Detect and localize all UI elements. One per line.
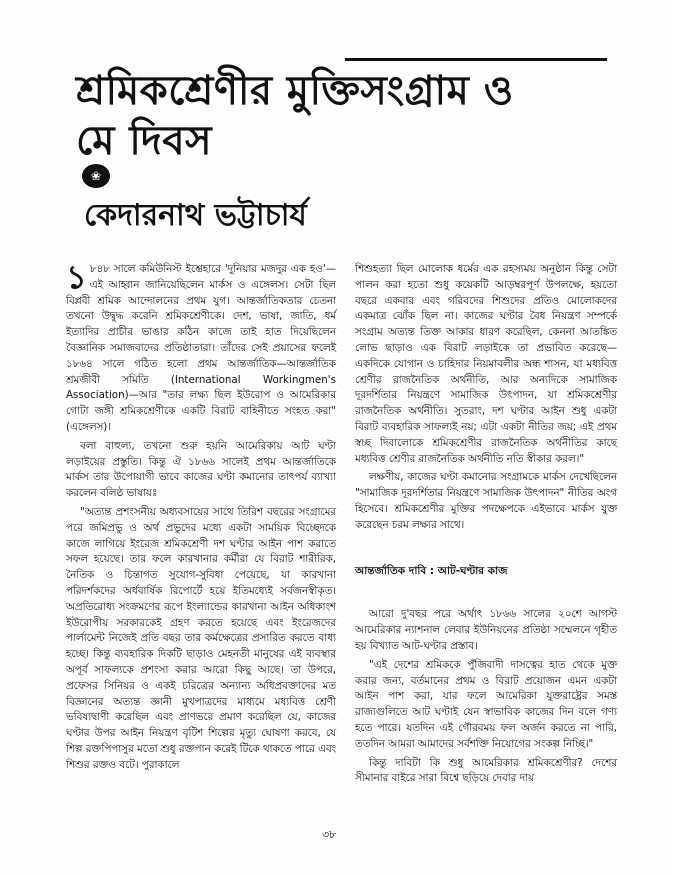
quote-paragraph: শিশুহত্যা ছিল মোলোক ধর্মের এক রহস্যময় অনুষ্ঠান কিন্তু সেটা পালন করা হতো শুধু কয়েকটি আড়ম্বরপূর্ণ উপলক্ষে, হয়তো বছরে একবার এবং গরিবদের শিশুদের প্রতিও মোলোকদের একমাত্র ঝোঁক ছিল না। কাজের ঘণ্টার বৈধ নিয়ন্ত্রণ সম্পর্কে সংগ্রাম অত্যন্ত তিক্ত আকার ধারণ করেছিল, কেননা আতঙ্কিত লোভ ছাড়াও এক বিরাট লড়াইকে তা প্রভাবিত করেছে—একদিকে যোগান ও চাহিদার নিয়মাবলীর অন্ধ শাসন, যা মধ্যবিত্ত শ্রেণীর রাজনৈতিক অর্থনীতি, আর অন্যদিকে সামাজিক দূরদর্শিতার নিয়ন্ত্রণে সামাজিক উৎপাদন, যা শ্রমিকশ্রেণীর রাজনৈতিক অর্থনীতি। সুতরাং, দশ ঘণ্টার আইন শুধু একটা বিরাট ব্যবহারিক সাফল্যই নয়; এটা একটা নীতির জয়; এই প্রথম স্বচ্ছ দিবালোকে শ্রমিকশ্রেণীর রাজনৈতিক অর্থনীতির কাছে মধ্যবিত্ত শ্রেণীর রাজনৈতিক অর্থনীতি নতি স্বীকার করল।" [355, 263, 617, 465]
top-rule [345, 58, 607, 61]
paragraph: আরো দু'বছর পরে অর্থাৎ ১৮৬৬ সালের ২০শে আগস্ট আমেরিকার ন্যাশনাল লেবার ইউনিয়নের প্রতিষ্ঠা সম্মেলনে গৃহীত হয় বিখ্যাত আট-ঘণ্টার প্রস্তাব। [355, 608, 617, 652]
author-byline: কেদারনাথ ভট্টাচার্য [84, 198, 307, 233]
paragraph-text: ৮৪৮ সালে কমিউনিস্ট ইশ্তেহারে 'দুনিয়ার মজদুর এক হও'—এই আহ্বান জানিয়েছিলেন মার্কস ও এঙ্গেলস। সেটা ছিল বিপ্লবী শ্রমিক আন্দোলনের প্রথম যুগ। আন্তর্জাতিকতার চেতনা তখনো উদ্বুদ্ধ করেনি শ্রমিকশ্রেণীকে। দেশ, ভাষা, জাতি, ধর্ম ইত্যাদির প্রাচীর ভাঙার কঠিন কাজে তাই হাত দিয়েছিলেন বৈজ্ঞানিক সমাজবাদের প্রতিষ্ঠাতারা। তাঁদের সেই প্রয়াসের ফলেই ১৮৬৪ সালে গঠিত হলো প্রথম আন্তর্জাতিক—আন্তর্জাতিক শ্রমজীবী সমিতি (International Workingmen's Association)—আর "তার লক্ষ্য ছিল ইউরোপ ও আমেরিকার গোটা জঙ্গী শ্রমিকশ্রেণীকে একটি বিরাট বাহিনীতে সংহত করা" (এঙ্গেলস)। [66, 263, 336, 433]
quote-paragraph: "অত্যন্ত প্রশংসনীয় অধ্যবসায়ের সাথে তিরিশ বছরের সংগ্রামের পরে জমিপ্রভু ও অর্থ প্রভুদের মধ্যে একটা সাময়িক বিচ্ছেদকে কাজে লাগিয়ে ইংরেজ শ্রমিকশ্রেণী দশ ঘণ্টার আইন পাশ করাতে সফল হয়েছে। তার ফলে কারখানার কর্মীরা যে বিরাট শারীরিক, নৈতিক ও চিন্তাগত সুযোগ-সুবিধা পেয়েছে, যা কারখানা পরিদর্শকদের অর্ধবার্ষিক রিপোর্টে হয়ে ইতিমধ্যেই সর্বজনস্বীকৃত। অপ্রতিরোধ্য সংক্রমণের রূপে ইংল্যান্ডের কারখানা আইন অধিকাংশ ইউরোপীয় সরকারকেই গ্রহণ করতে হয়েছে এবং ইংরেজদের পার্লামেন্ট নিজেই প্রতি বছর তার কর্মক্ষেত্রের প্রসারিত করতে বাধ্য হচ্ছে। কিন্তু ব্যবহারিক দিকটি ছাড়াও মেহনতী মানুষের এই ব্যবস্থার অপূর্ব সাফল্যকে প্রশংসা করার আরো কিছু আছে। তা উপরে, প্রফেসর সিনিয়র ও একই চরিত্রের অন্যান্য অধিপ্রবক্তাদের মত বিজ্ঞানের অত্যন্ত জ্ঞানী মুখপাত্রদের মাধ্যমে মধ্যবিত্ত শ্রেণী ভবিষ্যদ্বাণী করেছিল এবং প্রাণভরে প্রমাণ করেছিল যে, কাজের ঘণ্টার উপর আইন নিয়ন্ত্রণ বৃটিশ শিল্পের মৃত্যু ঘোষণা করবে, যে শিল্প রক্তপিপাসুর মতো শুধু রক্তপান করেই টিকে থাকতে পারে এবং শিশুর রক্তও বটে। পুরাকালে [66, 505, 336, 771]
right-column [355, 262, 617, 790]
paragraph: লক্ষণীয়, কাজের ঘণ্টা কমানোর সংগ্রামকে মার্কস দেখেছিলেন "সামাজিক দূরদর্শিতার নিয়ন্ত্রণে সামাজিক উৎপাদন" নীতির অংগ হিসেবে। শ্রমিকশ্রেণীর মুক্তির পদক্ষেপকে এইভাবে মার্কস যুক্ত করেছেন চরম লক্ষ্যর সাথে। [355, 471, 617, 531]
article-title [76, 66, 616, 166]
page-number: ৩৮ [322, 828, 337, 841]
left-column [66, 258, 336, 777]
title-line-1: শ্রমিকশ্রেণীর মুক্তিসংগ্রাম ও [76, 67, 514, 114]
drop-cap: ১ [66, 258, 87, 296]
paragraph [66, 258, 336, 436]
ornament-icon: ❀ [82, 164, 110, 188]
title-line-2: মে দিবস [76, 117, 213, 164]
paragraph: কিন্তু দাবিটা কি শুধু আমেরিকার শ্রমিকশ্রেণীর? দেশের সীমানার বাইরে সারা বিশ্বে ছড়িয়ে দেবার দায় [355, 756, 617, 785]
section-heading: আন্তর্জাতিক দাবি : আট-ঘণ্টার কাজ [355, 564, 508, 577]
quote-paragraph: "এই দেশের শ্রমিককে পুঁজিবাদী দাসত্বের হাত থেকে মুক্ত করার জন্য, বর্তমানের প্রথম ও বিরাট প্রয়োজন এমন একটা আইন পাশ করা, যার ফলে আমেরিকা যুক্তরাষ্ট্রের সমস্ত রাজ্যগুলিতে আট ঘণ্টাই যেন স্বাভাবিক কাজের দিন বলে গণ্য হতে পারে। যতদিন এই গৌরবময় ফল অর্জন করতে না পারি, ততদিন আমরা আমাদের সর্বশক্তি নিয়োগের সংকল্প নিচ্ছি।" [355, 658, 617, 750]
paragraph: বলা বাহুল্য, তখনো শুরু হয়নি আমেরিকায় আট ঘণ্টা লড়াইয়ের প্রস্তুতি। কিন্তু ঐ ১৮৬৬ সালেই প্রথম আন্তর্জাতিকে মার্কস তার উপোয়াগী ভাবে কাজের ঘণ্টা কমানোর তাৎপর্য ব্যাখ্যা করলেন বলিষ্ঠ ভাষায়ঃ [66, 439, 336, 500]
